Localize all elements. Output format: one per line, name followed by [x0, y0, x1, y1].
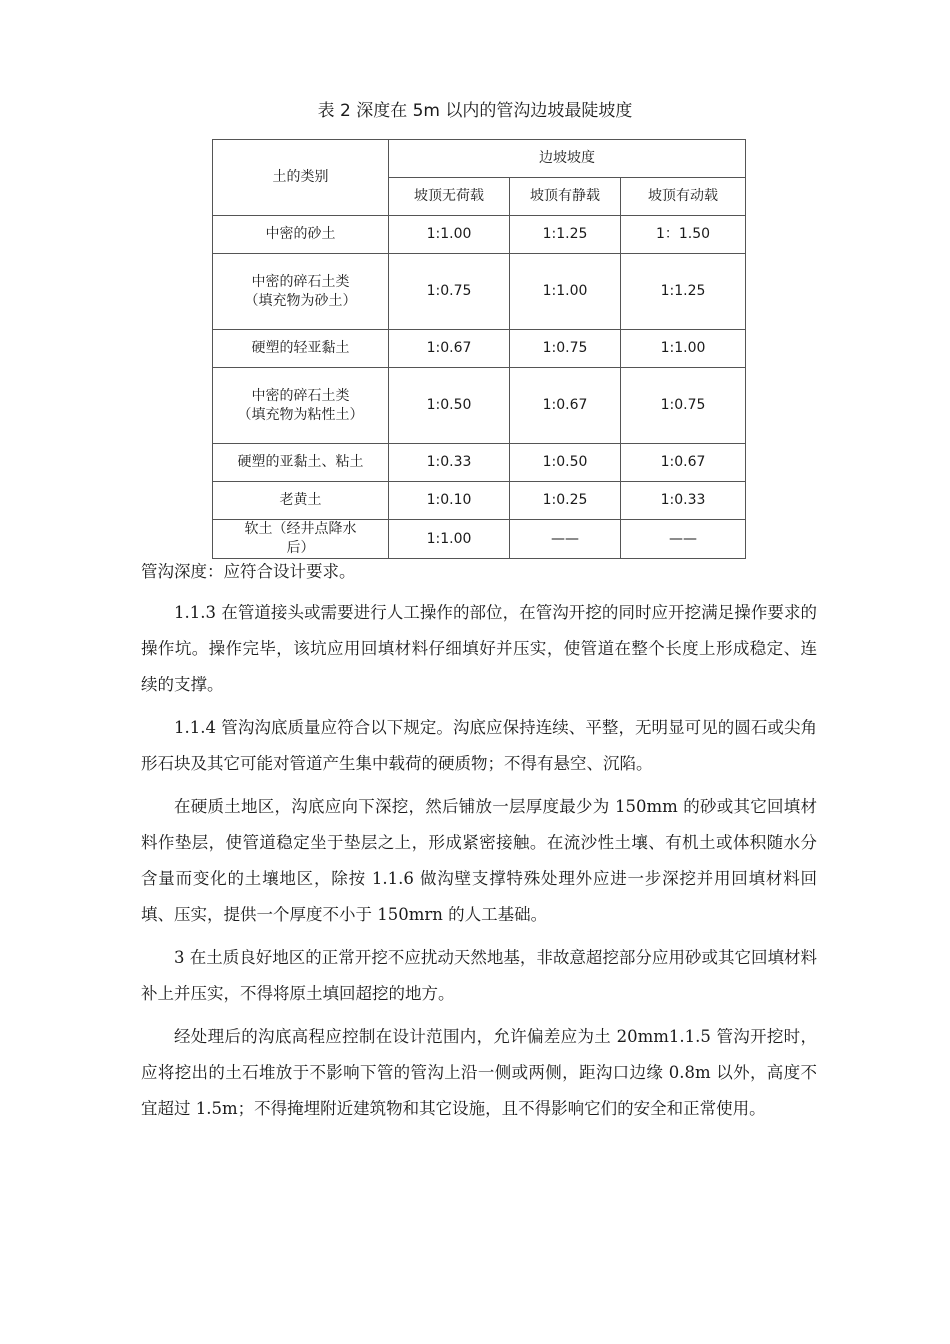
- soil-cell: [213, 254, 389, 330]
- soil-cell: [213, 216, 389, 254]
- header-static-load: 坡顶有静载: [510, 178, 621, 216]
- value-cell: 1:0.50: [389, 368, 510, 444]
- paragraph-1-1-3: 1.1.3 在管道接头或需要进行人工操作的部位，在管沟开挖的同时应开挖满足操作要求的操作坑。操作完毕，该坑应用回填材料仔细填好并压实，使管道在整个长度上形成稳定、连续的支撑。: [141, 603, 817, 694]
- table-row: [213, 216, 746, 254]
- soil-label-note: 后）: [286, 540, 315, 556]
- soil-label: 老黄土: [279, 492, 322, 508]
- value-cell: 1:0.33: [389, 444, 510, 482]
- value-cell: 1:0.75: [389, 254, 510, 330]
- soil-label: 硬塑的亚黏土、粘土: [237, 454, 364, 470]
- value-cell: 1:0.67: [621, 444, 746, 482]
- header-soil-type: 土的类别: [213, 140, 389, 216]
- soil-label: 硬塑的轻亚黏土: [251, 340, 350, 356]
- paragraph-hard-soil: 在硬质土地区，沟底应向下深挖，然后铺放一层厚度最少为 150mm 的砂或其它回填材料作垫层，使管道稳定坐于垫层之上，形成紧密接触。在流沙性土壤、有机土或体积随水分含量而变化的土壤地区，除按 1.1.6 做沟壁支撑特殊处理外应进一步深挖并用回填材料回填、压实，提供一个厚度不小于 150mrn 的人工基础。: [141, 797, 817, 924]
- soil-label: 中密的砂土: [265, 226, 336, 242]
- slope-table: [212, 139, 746, 559]
- value-cell: 1:0.75: [510, 330, 621, 368]
- value-cell: 1:1.00: [389, 216, 510, 254]
- table-row: [213, 444, 746, 482]
- table-row: [213, 254, 746, 330]
- value-cell: 1:1.25: [621, 254, 746, 330]
- soil-label: 软土（经井点降水: [244, 521, 357, 537]
- table-row: [213, 330, 746, 368]
- paragraph-1-1-4: 1.1.4 管沟沟底质量应符合以下规定。沟底应保持连续、平整，无明显可见的圆石或尖角形石块及其它可能对管道产生集中载荷的硬质物；不得有悬空、沉陷。: [141, 718, 817, 773]
- value-cell: 1:0.50: [510, 444, 621, 482]
- paragraph-1-1-5: 经处理后的沟底高程应控制在设计范围内，允许偏差应为土 20mm1.1.5 管沟开挖时，应将挖出的土石堆放于不影响下管的管沟上沿一侧或两侧，距沟口边缘 0.8m 以外，高度不宜超过 1.5m；不得掩埋附近建筑物和其它设施，且不得影响它们的安全和正常使用。: [141, 1027, 817, 1118]
- soil-label-note: （填充物为砂土）: [244, 292, 357, 309]
- soil-cell: [213, 368, 389, 444]
- value-cell: 1:0.33: [621, 482, 746, 520]
- table-row: [213, 520, 746, 559]
- value-cell: ——: [510, 520, 621, 559]
- body-text: [141, 556, 817, 1134]
- soil-label-note: （填充物为粘性土）: [237, 406, 364, 423]
- soil-cell: [213, 444, 389, 482]
- table-caption: 表 2 深度在 5m 以内的管沟边坡最陡坡度: [317, 101, 633, 121]
- soil-cell: [213, 482, 389, 520]
- value-cell: 1:1.00: [389, 520, 510, 559]
- value-cell: 1:0.10: [389, 482, 510, 520]
- value-cell: ——: [621, 520, 746, 559]
- soil-label: 中密的碎石土类: [251, 273, 350, 290]
- value-cell: 1:0.67: [510, 368, 621, 444]
- table-row: [213, 368, 746, 444]
- header-no-load: 坡顶无荷载: [389, 178, 510, 216]
- paragraph-good-soil: 3 在土质良好地区的正常开挖不应扰动天然地基，非故意超挖部分应用砂或其它回填材料补上并压实，不得将原土填回超挖的地方。: [141, 948, 817, 1003]
- value-cell: 1:1.25: [510, 216, 621, 254]
- table-row: [213, 482, 746, 520]
- header-slope: 边坡坡度: [389, 140, 746, 178]
- value-cell: 1:1.00: [621, 330, 746, 368]
- soil-cell: [213, 330, 389, 368]
- header-dynamic-load: 坡顶有动载: [621, 178, 746, 216]
- soil-cell: [213, 520, 389, 559]
- paragraph-trench-depth: 管沟深度：应符合设计要求。: [141, 562, 356, 581]
- value-cell: 1:0.75: [621, 368, 746, 444]
- value-cell: 1：1.50: [621, 216, 746, 254]
- soil-label: 中密的碎石土类: [251, 387, 350, 404]
- value-cell: 1:1.00: [510, 254, 621, 330]
- value-cell: 1:0.67: [389, 330, 510, 368]
- value-cell: 1:0.25: [510, 482, 621, 520]
